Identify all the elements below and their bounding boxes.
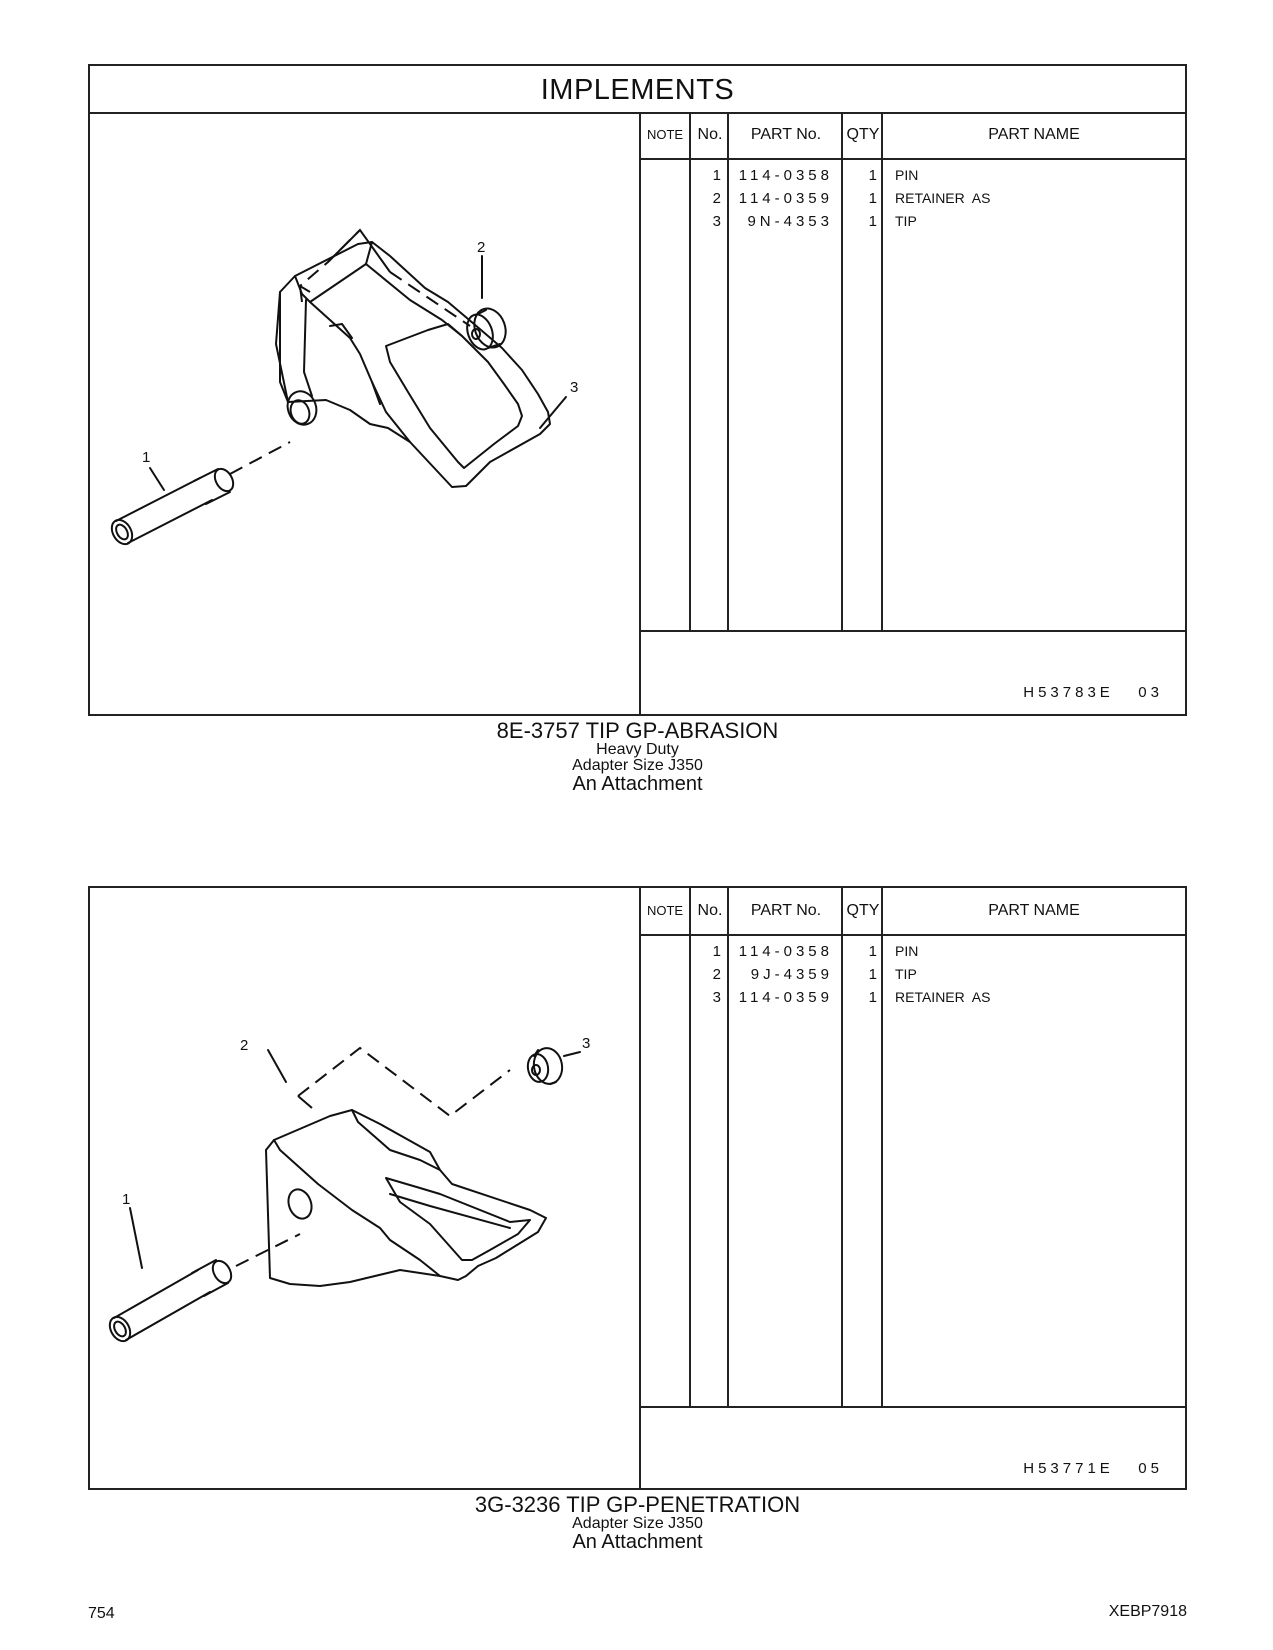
quantity: 1 [868, 966, 877, 983]
item-number: 2 [712, 966, 721, 983]
table-row [639, 210, 1185, 233]
header-no: No. [697, 902, 723, 919]
part-number: 9J-4359 [750, 966, 833, 983]
header-part-no: PART No. [750, 902, 822, 919]
callout-2: 2 [477, 239, 486, 256]
header-no: No. [697, 126, 723, 143]
callout-3: 3 [570, 379, 579, 396]
table-footer-divider [639, 630, 1185, 632]
illustration-code: H53783E 03 [1023, 684, 1163, 701]
callout-1: 1 [142, 449, 151, 466]
parts-panel-abrasion [88, 64, 1187, 716]
part-name: PIN [895, 167, 919, 183]
header-qty: QTY [846, 902, 880, 919]
part-number: 114-0359 [738, 989, 833, 1006]
part-name: TIP [895, 966, 917, 982]
part-number: 114-0358 [738, 943, 833, 960]
tip-abrasion-illustration [90, 112, 639, 716]
caption-abrasion [88, 720, 1187, 794]
table-row [639, 963, 1185, 986]
table-row [639, 940, 1185, 963]
item-number: 1 [712, 167, 721, 184]
header-note: NOTE [646, 903, 684, 918]
table-row [639, 164, 1185, 187]
caption-title: 8E-3757 TIP GP-ABRASION [496, 718, 779, 743]
quantity: 1 [868, 190, 877, 207]
caption-attachment: An Attachment [572, 1531, 703, 1553]
page-number: 754 [88, 1605, 115, 1622]
item-number: 3 [712, 213, 721, 230]
table-row [639, 187, 1185, 210]
part-name: RETAINER AS [895, 989, 991, 1005]
item-number: 2 [712, 190, 721, 207]
parts-table-penetration [639, 888, 1185, 1488]
tip-penetration-illustration [90, 888, 639, 1488]
header-part-no: PART No. [750, 126, 822, 143]
table-footer-divider [639, 1406, 1185, 1408]
caption-penetration [88, 1494, 1187, 1552]
callout-2: 2 [240, 1037, 249, 1054]
quantity: 1 [868, 213, 877, 230]
header-note: NOTE [646, 127, 684, 142]
caption-duty: Heavy Duty [596, 741, 679, 758]
part-number: 114-0359 [738, 190, 833, 207]
part-number: 114-0358 [738, 167, 833, 184]
table-header [639, 888, 1185, 936]
header-part-name: PART NAME [988, 902, 1080, 919]
quantity: 1 [868, 167, 877, 184]
table-header [639, 112, 1185, 160]
callout-1: 1 [122, 1191, 131, 1208]
callout-3: 3 [582, 1035, 591, 1052]
exploded-view-abrasion-tip [90, 112, 641, 714]
section-title: IMPLEMENTS [90, 66, 1185, 114]
header-qty: QTY [846, 126, 880, 143]
caption-title: 3G-3236 TIP GP-PENETRATION [474, 1492, 801, 1517]
item-number: 3 [712, 989, 721, 1006]
header-part-name: PART NAME [988, 126, 1080, 143]
part-name: RETAINER AS [895, 190, 991, 206]
quantity: 1 [868, 989, 877, 1006]
item-number: 1 [712, 943, 721, 960]
exploded-view-penetration-tip [90, 888, 641, 1488]
part-name: PIN [895, 943, 919, 959]
part-name: TIP [895, 213, 917, 229]
illustration-code: H53771E 05 [1023, 1460, 1163, 1477]
document-code: XEBP7918 [1108, 1603, 1187, 1620]
part-number: 9N-4353 [747, 213, 833, 230]
table-row [639, 986, 1185, 1009]
parts-table-abrasion [639, 112, 1185, 714]
parts-panel-penetration [88, 886, 1187, 1490]
quantity: 1 [868, 943, 877, 960]
caption-adapter-size: Adapter Size J350 [572, 1515, 703, 1532]
caption-attachment: An Attachment [572, 773, 703, 795]
caption-adapter-size: Adapter Size J350 [572, 757, 703, 774]
